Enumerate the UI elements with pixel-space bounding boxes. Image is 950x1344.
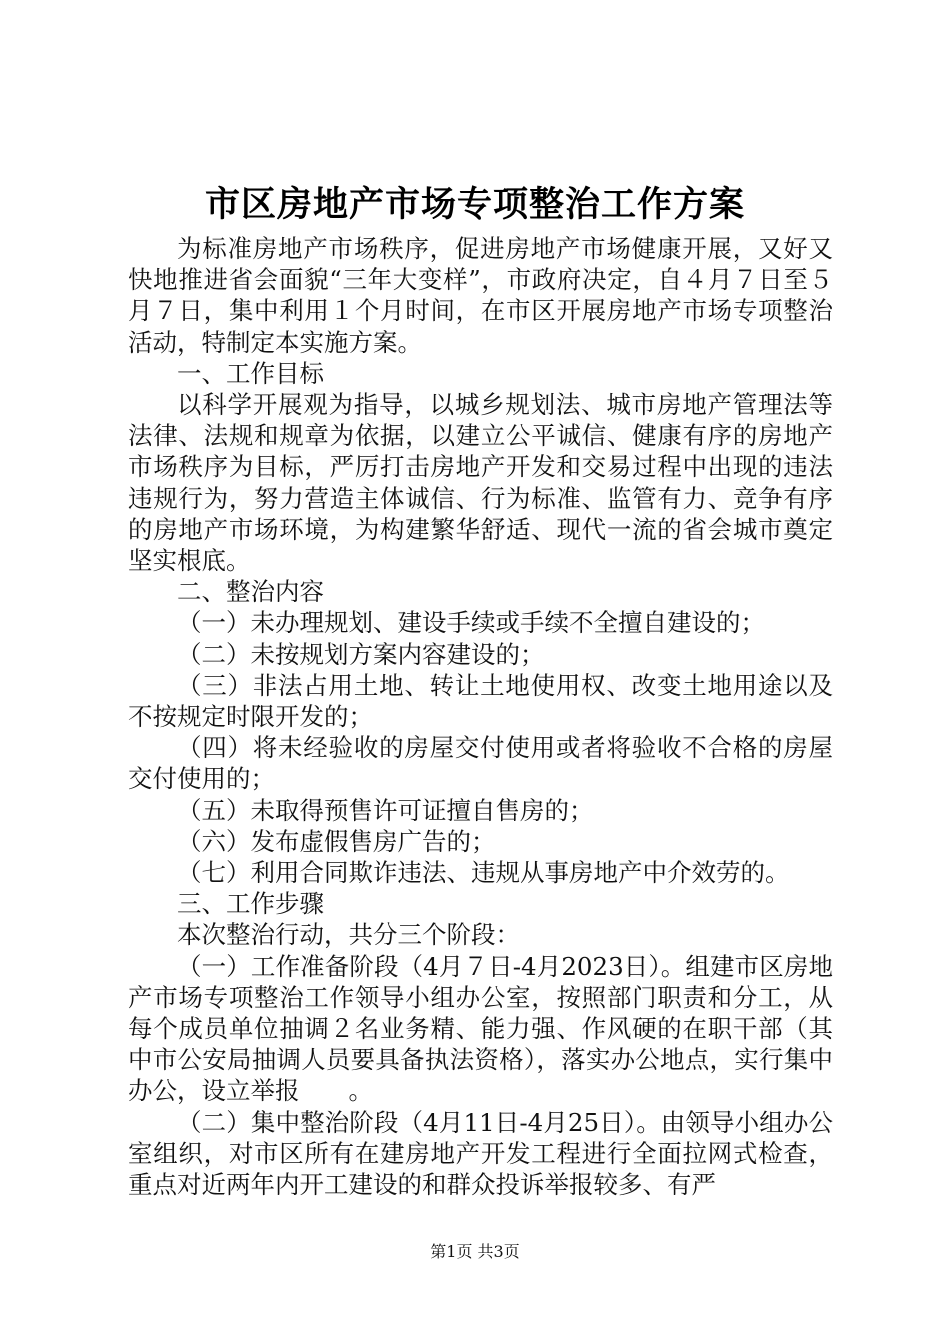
section-heading-steps: 三、工作步骤 [177, 889, 324, 919]
content-item: （四）将未经验收的房屋交付使用或者将验收不合格的房屋交付使用的； [128, 733, 833, 794]
document-title: 市区房地产市场专项整治工作方案 [204, 184, 745, 225]
page-footer: 第1页 共3页 [430, 1242, 520, 1261]
content-item: （三）非法占用土地、转让土地使用权、改变土地用途以及不按规定时限开发的； [128, 670, 833, 732]
content-item: （六）发布虚假售房广告的； [177, 826, 496, 856]
section-heading-content: 二、整治内容 [177, 577, 324, 607]
steps-intro-paragraph: 本次整治行动，共分三个阶段： [177, 920, 520, 950]
document-body [128, 233, 833, 1200]
content-item: （七）利用合同欺诈违法、违规从事房地产中介效劳的。 [177, 858, 790, 888]
intro-paragraph: 为标准房地产市场秩序，促进房地产市场健康开展，又好又快地推进省会面貌“三年大变样”，市政府决定，自４月７日至５月７日，集中利用１个月时间，在市区开展房地产市场专项整治活动，特制定本实施方案。 [128, 234, 833, 357]
step-paragraph: （二）集中整治阶段（4月11日-4月25日）。由领导小组办公室组织，对市区所有在建房地产开发工程进行全面拉网式检查，重点对近两年内开工建设的和群众投诉举报较多、有严 [128, 1107, 833, 1200]
goals-paragraph: 以科学开展观为指导，以城乡规划法、城市房地产管理法等法律、法规和规章为依据，以建立公平诚信、健康有序的房地产市场秩序为目标，严厉打击房地产开发和交易过程中出现的违法违规行为，努力营造主体诚信、行为标准、监管有力、竞争有序的房地产市场环境，为构建繁华舒适、现代一流的省会城市奠定坚实根底。 [128, 390, 833, 576]
section-heading-goals: 一、工作目标 [177, 358, 324, 388]
content-item: （一）未办理规划、建设手续或手续不全擅自建设的； [177, 608, 765, 638]
content-item: （二）未按规划方案内容建设的； [177, 639, 545, 669]
step-paragraph: （一）工作准备阶段（4月７日-4月2023日）。组建市区房地产市场专项整治工作领导小组办公室，按照部门职责和分工，从每个成员单位抽调２名业务精、能力强、作风硬的在职干部（其中市公安局抽调人员要具备执法资格），落实办公地点，实行集中办公，设立举报 。 [128, 951, 833, 1106]
content-item: （五）未取得预售许可证擅自售房的； [177, 795, 594, 825]
